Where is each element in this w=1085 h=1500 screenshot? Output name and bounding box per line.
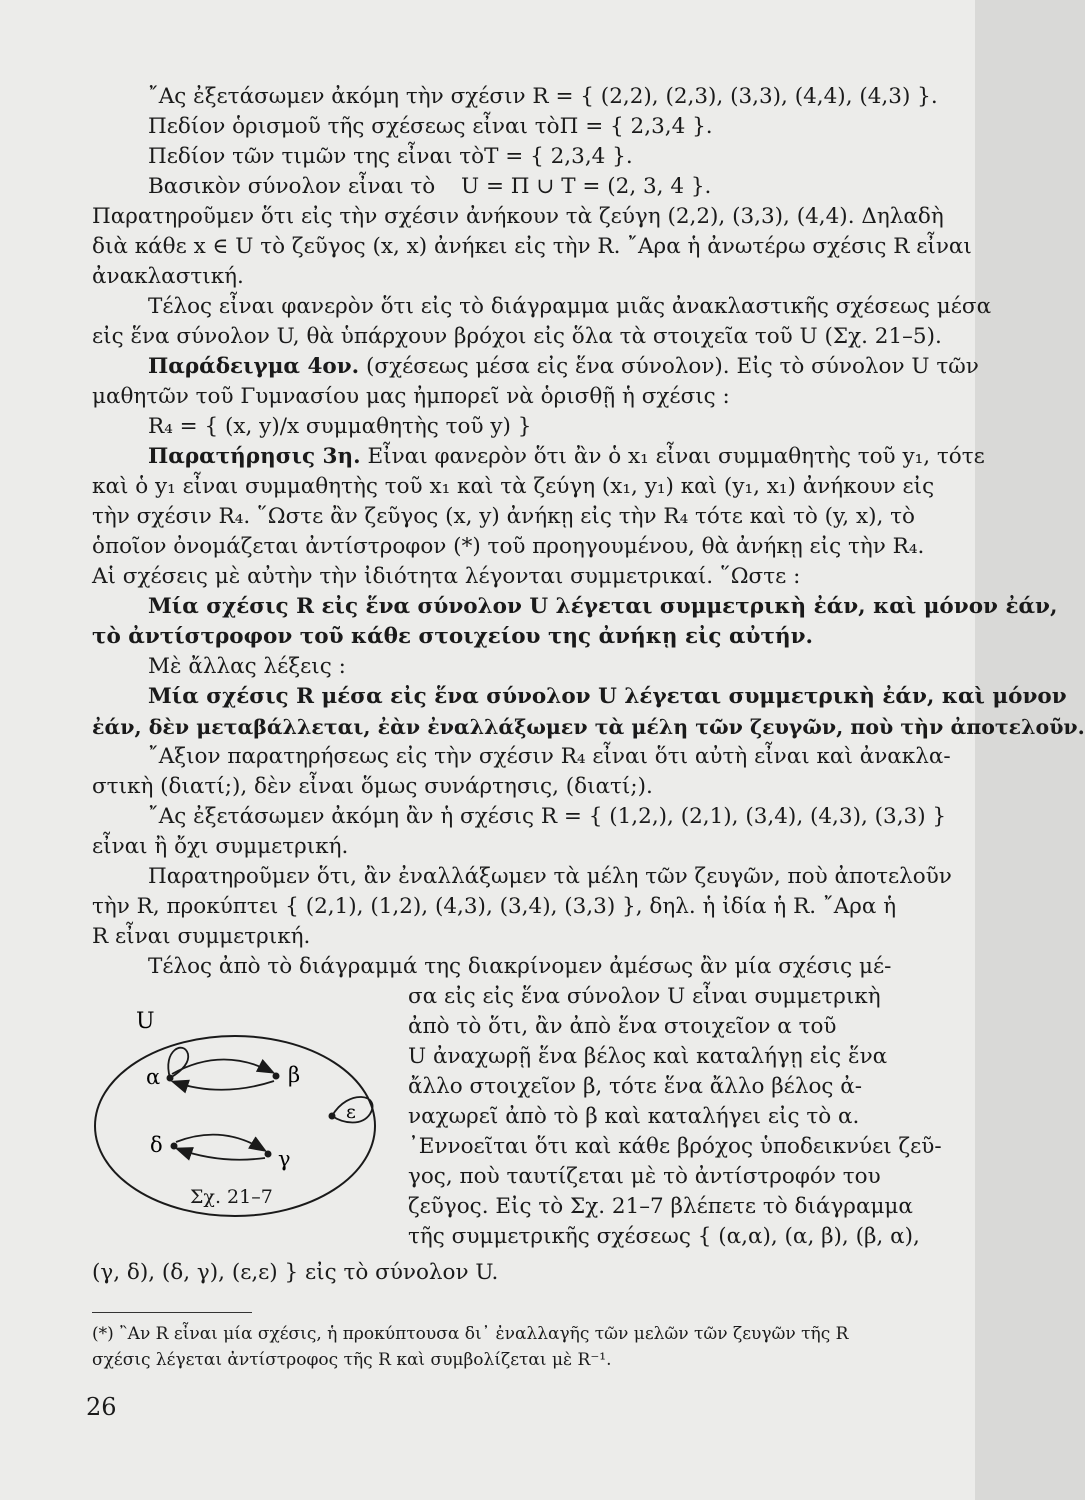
text-line: (γ, δ), (δ, γ), (ε,ε) } εἰς τὸ σύνολον U. <box>92 1260 499 1285</box>
node-delta <box>171 1143 178 1150</box>
text-line: τὴν σχέσιν R₄. ῞Ωστε ἂν ζεῦγος (x, y) ἀνήκῃ εἰς τὴν R₄ τότε καὶ τὸ (y, x), τὸ <box>92 504 915 529</box>
text-line: μαθητῶν τοῦ Γυμνασίου μας ἠμπορεῖ νὰ ὁρισθῇ ἡ σχέσις : <box>92 384 730 409</box>
text-line: ῎Ας ἐξετάσωμεν ἀκόμη ἂν ἡ σχέσις R = { (1,2,), (2,1), (3,4), (4,3), (3,3) } <box>148 804 947 829</box>
remark-text: Εἶναι φανερὸν ὅτι ἂν ὁ x₁ εἶναι συμμαθητὴς τοῦ y₁, τότε <box>360 444 985 469</box>
loop-alpha <box>168 1048 188 1078</box>
text-line: Παρατηροῦμεν ὅτι, ἂν ἐναλλάξωμεν τὰ μέλη τῶν ζευγῶν, ποὺ ἀποτελοῦν <box>148 864 952 889</box>
text-line: ζεῦγος. Εἰς τὸ Σχ. 21–7 βλέπετε τὸ διάγραμμα <box>408 1194 913 1219</box>
definition-line: τὸ ἀντίστροφον τοῦ κάθε στοιχείου της ἀνήκῃ εἰς αὐτήν. <box>92 624 813 649</box>
row-value: U = Π ∪ T = (2, 3, 4 }. <box>461 174 712 199</box>
text-line: ῎Αξιον παρατηρήσεως εἰς τὴν σχέσιν R₄ εἶναι ὅτι αὐτὴ εἶναι καὶ ἀνακλα- <box>148 744 951 769</box>
text-line: σα εἰς εἰς ἕνα σύνολον U εἶναι συμμετρικὴ <box>408 984 881 1009</box>
text-line: R εἶναι συμμετρική. <box>92 924 311 949</box>
definition-line: ἐάν, δὲν μεταβάλλεται, ἐὰν ἐναλλάξωμεν τὰ μέλη τῶν ζευγῶν, ποὺ τὴν ἀποτελοῦν. <box>92 715 1085 739</box>
row-value: Π = { 2,3,4 }. <box>559 114 713 139</box>
set-label: U <box>136 1009 155 1034</box>
text-line: στικὴ (διατί;), δὲν εἶναι ὅμως συνάρτησις, (διατί;). <box>92 774 653 799</box>
example-formula: R₄ = { (x, y)/x συμμαθητὴς τοῦ y) } <box>148 414 532 439</box>
text-line: τὴν R, προκύπτει { (2,1), (1,2), (4,3), (3,4), (3,3) }, δηλ. ἡ ἰδία ἡ R. ῎Αρα ἡ <box>92 894 897 919</box>
figure-caption: Σχ. 21–7 <box>190 1186 273 1208</box>
text-line: ῎Ας ἐξετάσωμεν ἀκόμη τὴν σχέσιν R = { (2,2), (2,3), (3,3), (4,4), (4,3) }. <box>148 84 938 109</box>
text-line: Μὲ ἄλλας λέξεις : <box>148 654 346 679</box>
label-delta: δ <box>150 1133 163 1157</box>
range-row <box>92 142 961 172</box>
footnote-line: σχέσις λέγεται ἀντίστροφος τῆς R καὶ συμβολίζεται μὲ R⁻¹. <box>92 1350 612 1370</box>
footnote-line: (*) ῍Αν R εἶναι μία σχέσις, ἡ προκύπτουσα δι᾿ ἐναλλαγῆς τῶν μελῶν τῶν ζευγῶν τῆς R <box>92 1324 849 1344</box>
text-line: Τέλος εἶναι φανερὸν ὅτι εἰς τὸ διάγραμμα μιᾶς ἀνακλαστικῆς σχέσεως μέσα <box>148 294 992 319</box>
node-beta <box>273 1073 280 1080</box>
domain-row <box>92 112 961 142</box>
text-line: ἀνακλαστική. <box>92 264 244 289</box>
relation-diagram <box>92 988 402 1268</box>
label-gamma: γ <box>278 1147 291 1171</box>
text-line: διὰ κάθε x ∈ U τὸ ζεῦγος (x, x) ἀνήκει εἰς τὴν R. ῎Αρα ἡ ἀνωτέρω σχέσις R εἶναι <box>92 234 972 259</box>
text-line: ἀπὸ τὸ ὅτι, ἂν ἀπὸ ἕνα στοιχεῖον α τοῦ <box>408 1014 837 1039</box>
footnote <box>92 1321 961 1373</box>
text-line: Τέλος ἀπὸ τὸ διάγραμμά της διακρίνομεν ἀμέσως ἂν μία σχέσις μέ- <box>148 954 892 979</box>
arrow-beta-alpha <box>174 1081 274 1090</box>
arrow-delta-gamma <box>176 1135 264 1150</box>
figure-block <box>92 982 961 1282</box>
row-label: Πεδίον ὁρισμοῦ τῆς σχέσεως εἶναι τὸ <box>148 114 560 139</box>
text-line: ὁποῖον ὀνομάζεται ἀντίστροφον (*) τοῦ προηγουμένου, θὰ ἀνήκῃ εἰς τὴν R₄. <box>92 534 925 559</box>
arrow-gamma-delta <box>178 1149 265 1160</box>
node-gamma <box>265 1151 272 1158</box>
text-line: ναχωρεῖ ἀπὸ τὸ β καὶ καταλήγει εἰς τὸ α. <box>408 1104 860 1129</box>
base-set-row <box>92 172 961 202</box>
text-line: τῆς συμμετρικῆς σχέσεως { (α,α), (α, β), (β, α), <box>408 1224 920 1249</box>
definition-line: Μία σχέσις R εἰς ἕνα σύνολον U λέγεται συμμετρικὴ ἐάν, καὶ μόνον ἐάν, <box>148 594 1058 619</box>
text-line: Παρατηροῦμεν ὅτι εἰς τὴν σχέσιν ἀνήκουν τὰ ζεύγη (2,2), (3,3), (4,4). Δηλαδὴ <box>92 204 944 229</box>
side-text <box>408 982 961 1252</box>
definition-line: Μία σχέσις R μέσα εἰς ἕνα σύνολον U λέγεται συμμετρικὴ ἐάν, καὶ μόνον <box>148 684 1067 709</box>
text-line: U ἀναχωρῇ ἕνα βέλος καὶ καταλήγῃ εἰς ἕνα <box>408 1044 888 1069</box>
page-number: 26 <box>86 1393 117 1421</box>
text-line: ᾿Εννοεῖται ὅτι καὶ κάθε βρόχος ὑποδεικνύει ζεῦ- <box>408 1134 942 1159</box>
text-line: εἶναι ἢ ὄχι συμμετρική. <box>92 834 349 859</box>
row-value: T = { 2,3,4 }. <box>484 144 633 169</box>
text-line: εἰς ἕνα σύνολον U, θὰ ὑπάρχουν βρόχοι εἰς ὅλα τὰ στοιχεῖα τοῦ U (Σχ. 21–5). <box>92 324 942 349</box>
remark-label: Παρατήρησις 3η. <box>148 444 361 469</box>
example-label: Παράδειγμα 4ον. <box>148 354 360 379</box>
text-line: γος, ποὺ ταυτίζεται μὲ τὸ ἀντίστροφόν του <box>408 1164 881 1189</box>
text-line: καὶ ὁ y₁ εἶναι συμμαθητὴς τοῦ x₁ καὶ τὰ ζεύγη (x₁, y₁) καὶ (y₁, x₁) ἀνήκουν εἰς <box>92 474 935 499</box>
label-epsilon: ε <box>346 1101 356 1123</box>
text-line: ἄλλο στοιχεῖον β, τότε ἕνα ἄλλο βέλος ἀ- <box>408 1074 863 1099</box>
label-alpha: α <box>146 1065 161 1089</box>
footnote-rule <box>92 1312 252 1313</box>
example-heading <box>92 352 979 382</box>
example-text: (σχέσεως μέσα εἰς ἕνα σύνολον). Εἰς τὸ σύνολον U τῶν <box>359 354 979 379</box>
row-label: Πεδίον τῶν τιμῶν της εἶναι τὸ <box>148 144 485 169</box>
text-line: Αἱ σχέσεις μὲ αὐτὴν τὴν ἰδιότητα λέγονται συμμετρικαί. ῞Ωστε : <box>92 564 801 589</box>
label-beta: β <box>288 1063 301 1087</box>
remark-heading <box>92 442 985 472</box>
row-label: Βασικὸν σύνολον εἶναι τὸ <box>148 174 436 199</box>
